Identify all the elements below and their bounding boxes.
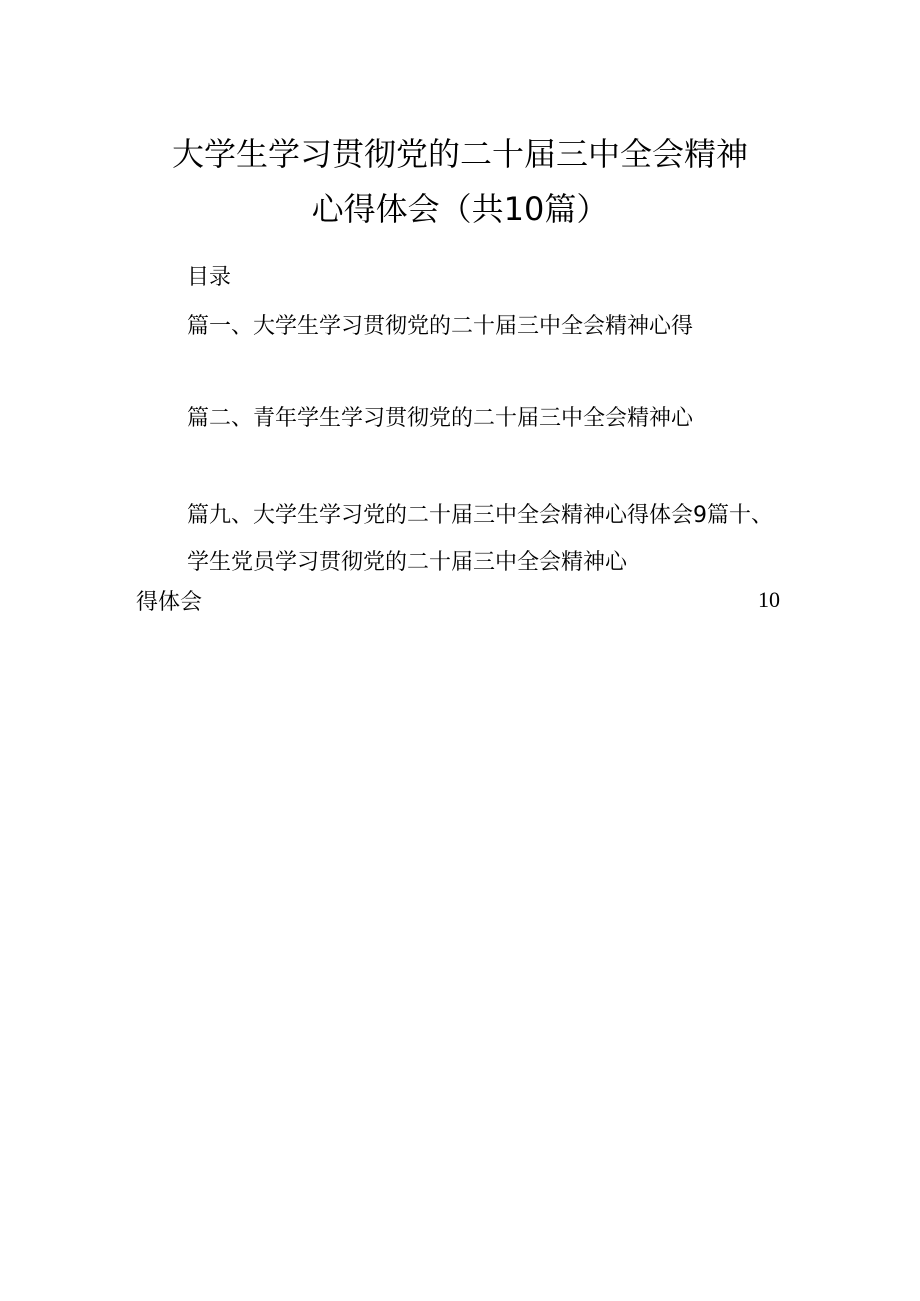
toc-page-number: 10	[758, 587, 780, 612]
toc-entry[interactable]: 篇九、大学生学习党的二十届三中全会精神心得体会9篇十、	[187, 503, 773, 528]
toc-entry[interactable]: 篇一、大学生学习贯彻党的二十届三中全会精神心得	[187, 314, 694, 339]
toc-entry[interactable]: 学生党员学习贯彻党的二十届三中全会精神心	[187, 550, 628, 575]
document-title-line-2: 心得体会（共10篇）	[311, 190, 609, 228]
toc-heading: 目录	[187, 265, 232, 290]
toc-entry[interactable]: 篇二、青年学生学习贯彻党的二十届三中全会精神心	[187, 406, 694, 431]
toc-entry[interactable]: 得体会	[136, 590, 203, 615]
document-title-line-1: 大学生学习贯彻党的二十届三中全会精神	[171, 135, 748, 173]
